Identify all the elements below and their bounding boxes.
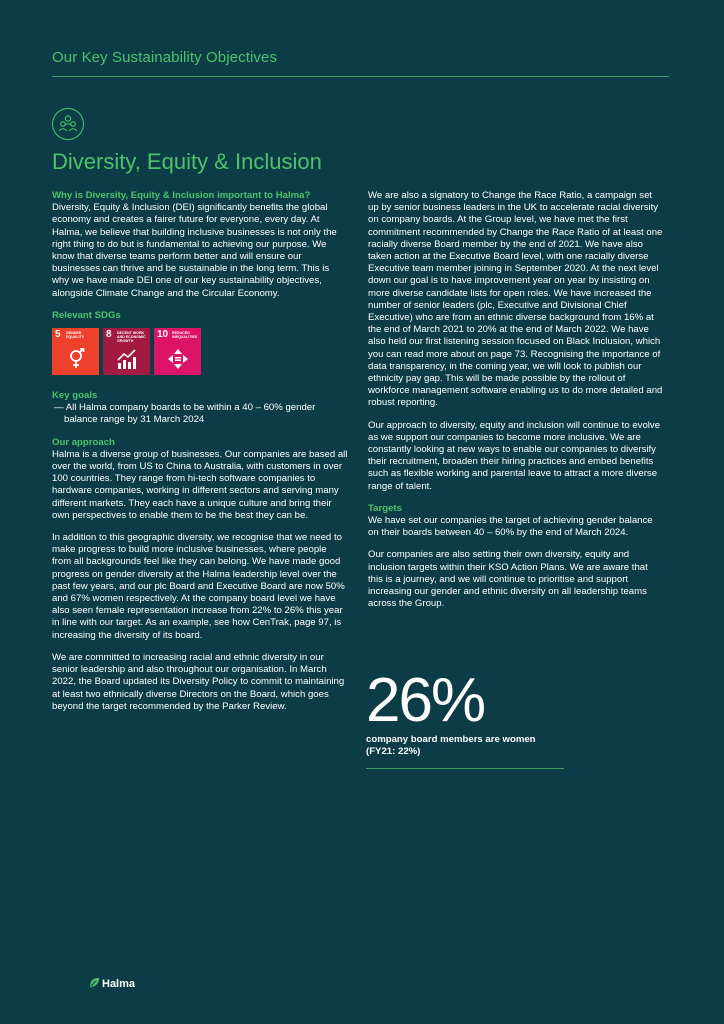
sdg-number: 8 bbox=[106, 329, 112, 341]
why-heading: Why is Diversity, Equity & Inclusion important to Halma? bbox=[52, 190, 311, 201]
approach-paragraph-2: In addition to this geographic diversity, we recognise that we need to make progress to build more inclusive businesses, where people from all backgrounds feel like they can belong. We have made good progress on gender diversity at the Halma leadership level over the past few years, and our plc Board and Executive Board are now 50% and 67% women respectively. At the company board level we have also seen female representation increase from 22% to 26% this year in line with our target. As an example, see how CenTrak, page 97, is increasing the diversity of its board. bbox=[52, 532, 345, 641]
statistic-comparison: (FY21: 22%) bbox=[366, 746, 421, 757]
statistic-value: 26% bbox=[366, 666, 485, 735]
header-rule bbox=[52, 76, 669, 77]
goal-item: — All Halma company boards to be within a 40 – 60% gender balance range by 31 March 2024 bbox=[54, 402, 316, 426]
sdg-label: DECENT WORK AND ECONOMIC GROWTH bbox=[117, 331, 146, 344]
targets-paragraph-1: We have set our companies the target of achieving gender balance on their boards between 40 – 60% by the end of March 2024. bbox=[368, 515, 653, 539]
sdg-label: REDUCED INEQUALITIES bbox=[172, 331, 198, 340]
gender-equality-icon bbox=[52, 348, 99, 376]
equality-arrows-icon bbox=[154, 348, 201, 376]
section-title: Our Key Sustainability Objectives bbox=[52, 49, 278, 66]
growth-chart-icon bbox=[103, 348, 150, 376]
approach-paragraph-3: We are committed to increasing racial and ethnic diversity in our senior leadership and also throughout our organisation. In March 2022, the Board updated its Diversity Policy to commit to maintaining at least two ethnically diverse Directors on the Board, which goes beyond the target recommended by the Parker Review. bbox=[52, 651, 345, 712]
sdg-8-tile bbox=[103, 328, 150, 375]
sdg-5-tile bbox=[52, 328, 99, 375]
sdg-number: 10 bbox=[157, 329, 169, 341]
sdg-list bbox=[52, 328, 348, 375]
approach-heading: Our approach bbox=[52, 436, 115, 448]
page-title: Diversity, Equity & Inclusion bbox=[52, 149, 322, 174]
targets-heading: Targets bbox=[368, 502, 402, 514]
sdg-label: GENDER EQUALITY bbox=[66, 331, 85, 340]
sdg-number: 5 bbox=[55, 329, 61, 341]
brand-name: Halma bbox=[102, 978, 136, 990]
sdg-heading: Relevant SDGs bbox=[52, 309, 121, 321]
targets-paragraph-2: Our companies are also setting their own diversity, equity and inclusion targets within their KSO Action Plans. We are aware that this is a journey, and we will continue to prioritise and support increasing our gender and ethnic diversity on all leadership teams across the Group. bbox=[368, 549, 648, 610]
goals-heading: Key goals bbox=[52, 390, 98, 402]
footer-logo bbox=[89, 977, 135, 991]
approach-paragraph-1: Halma is a diverse group of businesses. Our companies are based all over the world, from US to China to Australia, with customers in over 100 countries. They range from hi-tech software companies to hardware companies, working in different sectors and serving many different markets. They each have a unique culture and bring their own perspectives to enable them to be the best they can be. bbox=[52, 448, 348, 521]
evolution-paragraph: Our approach to diversity, equity and inclusion will continue to evolve as we support our companies to become more inclusive. We are constantly looking at new ways to enable our companies to diversify their recruitment, broaden their hiring practices and embed benefits such as flexible working and parental leave to attract a more diverse range of talent. bbox=[368, 419, 661, 492]
left-column bbox=[52, 190, 348, 723]
right-column bbox=[368, 190, 664, 621]
why-text: Diversity, Equity & Inclusion (DEI) significantly benefits the global economy and creates a fairer future for everyone, every day. At Halma, we believe that building inclusive businesses is not only the right thing to do but is fundamental to achieving our purpose. We know that diverse teams perform better and will ensure our businesses can thrive and be sustainable in the long term. This is why we have made DEI one of our key sustainability objectives, alongside Climate Change and the Circular Economy. bbox=[52, 202, 337, 299]
people-group-icon bbox=[52, 108, 84, 140]
key-statistic bbox=[366, 668, 536, 758]
statistic-rule bbox=[366, 768, 564, 769]
sdg-10-tile bbox=[154, 328, 201, 375]
change-race-ratio-paragraph: We are also a signatory to Change the Race Ratio, a campaign set up by senior business leaders in the UK to accelerate racial diversity on company boards. At the Group level, we have met the first commitment recommended by Change the Race Ratio of at least one racially diverse Board member by the end of 2021. We have also taken action at the Executive Board level, with one racially diverse Executive team member joining in September 2020. At the next level down our goal is to have improvement year on year by insisting on more diverse candidate lists for open roles. We have increased the number of senior leaders (plc, Executive and Divisional Chief Executive) who are from an ethnic diverse background from 16% at the end of March 2021 to 20% at the end of March 2022. We have also held our first listening session focused on Black Inclusion, which you can read more about on page 73. Recognising the importance of data transparency, in the coming year, we will look to publish our ethnicity pay gap. This will be made possible by the rollout of workforce management software enabling us to do more detailed and robust reporting. bbox=[368, 190, 663, 409]
statistic-caption: company board members are women bbox=[366, 734, 536, 745]
halma-leaf-icon bbox=[89, 977, 100, 991]
